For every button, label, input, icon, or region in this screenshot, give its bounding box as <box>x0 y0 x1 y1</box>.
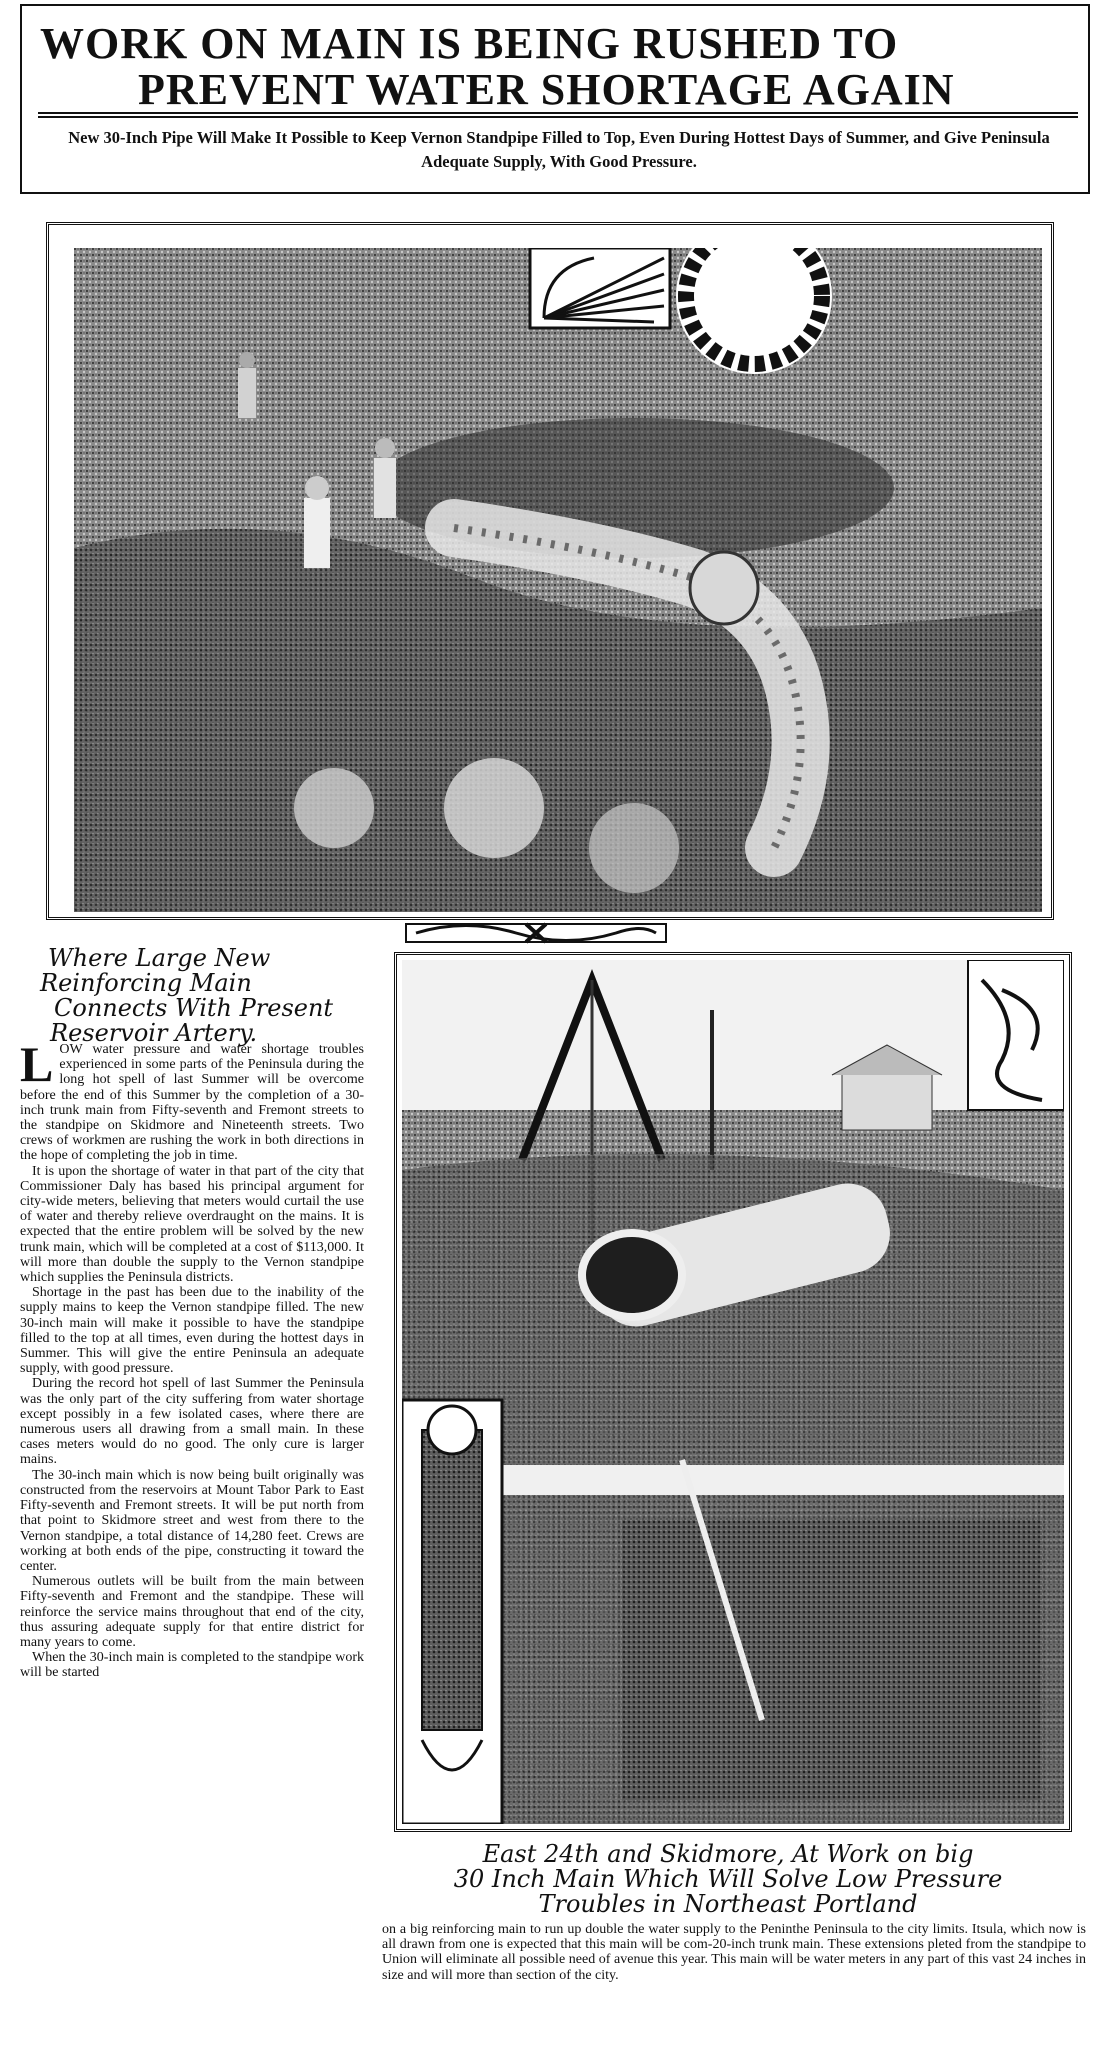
bottom-photo-crane-pipe <box>402 960 1064 1824</box>
article-paragraph: Numerous outlets will be built from the main between Fifty-seventh and Fremont and the standpipe. These will reinforce the service mains throughout that end of the city, thus assuring adequate supply for that entire district for many years to come. <box>20 1574 364 1650</box>
article-continuation: on a big reinforcing main to run up double the water supply to the Peninthe Peninsula to the city limits. Itsula, which now is all drawn from one is expected that this main will be com-20-inch trunk main. These extensions pleted from the standpipe to Union will eliminate all possible need of avenue this year. This main will be water meters in any part of this vast 24 inches in size and will more than section of the city. <box>382 1922 1086 1983</box>
caption-line: Reservoir Artery. <box>50 1019 258 1047</box>
article-paragraph: The 30-inch main which is now being built originally was constructed from the reservoirs at Mount Tabor Park to East Fifty-seventh and Fremont streets. It will be put north from that point to Skidmore street and west from there to the Vernon standpipe, a total distance of 14,280 feet. Crews are working at both ends of the pipe, constructing it toward the center. <box>20 1467 364 1574</box>
article-paragraph: During the record hot spell of last Summer the Peninsula was the only part of the city suffering from water shortage except possibly in a few isolated cases, where there are numerous users all drawing from a small main. In these cases meters would do no good. The only cure is larger mains. <box>20 1376 364 1468</box>
caption-line: 30 Inch Main Which Will Solve Low Pressure <box>453 1865 1003 1893</box>
headline-line-1: WORK ON MAIN IS BEING RUSHED TO <box>40 19 899 68</box>
caption-line: East 24th and Skidmore, At Work on big <box>482 1840 974 1868</box>
article-paragraph: It is upon the shortage of water in that part of the city that Commissioner Daly has based his principal argument for city-wide meters, believing that meters would curtail the use of water and thereby relieve overdraught on the mains. It is expected that the entire problem will be solved by the new trunk main, which will be completed at a cost of $113,000. It will more than double the supply to the Vernon standpipe which supplies the Peninsula districts. <box>20 1163 364 1286</box>
article-paragraph <box>20 1036 364 1164</box>
article-paragraph: Shortage in the past has been due to the inability of the supply mains to keep the Vernon standpipe filled. The new 30-inch main will make it possible to have the standpipe filled to the top at all times, even during the hottest days in Summer. This will give the entire Peninsula an adequate supply, with good pressure. <box>20 1285 364 1377</box>
drop-cap: L <box>20 1036 54 1092</box>
headline-rule-inner <box>38 116 1078 118</box>
article-column-left <box>20 1036 364 1681</box>
paragraph-text: OW water pressure and water shortage troubles experienced in some parts of the Peninsula during the long hot spell of last Summer will be overcome before the end of this Summer by the completion of a 30-inch trunk main from Fifty-seventh and Fremont streets to the standpipe on Skidmore and Nineteenth streets. Two crews of workmen are rushing the work in both directions in the hope of completing the job in time. <box>20 1042 364 1164</box>
caption-line: Troubles in Northeast Portland <box>538 1890 918 1918</box>
article-paragraph: When the 30-inch main is completed to the standpipe work will be started <box>20 1650 364 1681</box>
caption-line: Reinforcing Main <box>40 969 252 997</box>
top-photo-pipe-trench <box>74 248 1042 912</box>
top-photo-caption <box>40 946 400 1046</box>
caption-line: Connects With Present <box>54 994 334 1022</box>
caption-line: Where Large New <box>48 944 271 972</box>
headline-rule <box>38 112 1078 114</box>
deck-subheadline: New 30-Inch Pipe Will Make It Possible to Keep Vernon Standpipe Filled to Top, Even During Hottest Days of Summer, and Give Peninsula Adequate Supply, With Good Pressure. <box>68 128 1050 171</box>
bottom-photo-caption <box>388 1842 1068 1917</box>
headline-line-2: PREVENT WATER SHORTAGE AGAIN <box>138 65 955 114</box>
ornament-divider <box>386 918 686 948</box>
